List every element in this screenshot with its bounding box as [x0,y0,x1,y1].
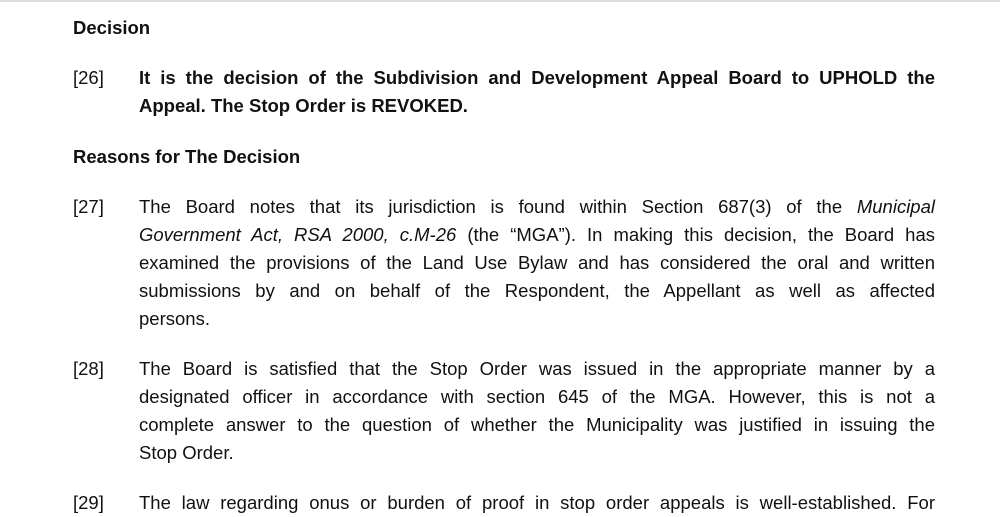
act-title-italic: Government Act, RSA 2000, c.M-26 [139,224,457,245]
paragraph-number: [27] [73,196,104,217]
paragraph-number: [28] [73,358,104,379]
paragraph-29 [73,489,935,517]
paragraph-28 [73,355,935,467]
section-heading-decision: Decision [73,17,151,38]
paragraph-line: complete answer to the question of whether the Municipality was justified in issuing the [139,414,935,435]
paragraph-line: Stop Order. [139,442,234,463]
act-title-italic: Municipal [856,196,935,217]
paragraph-text [139,193,935,333]
paragraph-text [139,355,935,467]
paragraph-line [139,193,935,221]
paragraph-27 [73,193,935,333]
paragraph-line: persons. [139,308,210,329]
paragraph-26 [73,64,935,120]
paragraph-line: examined the provisions of the Land Use Bylaw and has considered the oral and written [139,252,935,273]
paragraph-line: submissions by and on behalf of the Respondent, the Appellant as well as affected [139,280,935,301]
top-divider [0,0,1000,2]
paragraph-number: [26] [73,67,104,88]
paragraph-line: The Board is satisfied that the Stop Order was issued in the appropriate manner by a [139,358,935,379]
section-heading-reasons: Reasons for The Decision [73,146,301,167]
paragraph-number: [29] [73,492,104,513]
line-text: (the “MGA”). In making this decision, the Board has [467,224,935,245]
paragraph-line [139,221,935,249]
paragraph-line: Appeal. The Stop Order is REVOKED. [139,95,468,116]
paragraph-line: It is the decision of the Subdivision and Development Appeal Board to UPHOLD the [139,67,935,88]
paragraph-text [139,489,935,517]
paragraph-line: designated officer in accordance with section 645 of the MGA. However, this is not a [139,386,935,407]
paragraph-text [139,64,935,120]
paragraph-line: The law regarding onus or burden of proof in stop order appeals is well-established. For [139,492,935,513]
line-text: The Board notes that its jurisdiction is found within Section 687(3) of the [139,196,843,217]
